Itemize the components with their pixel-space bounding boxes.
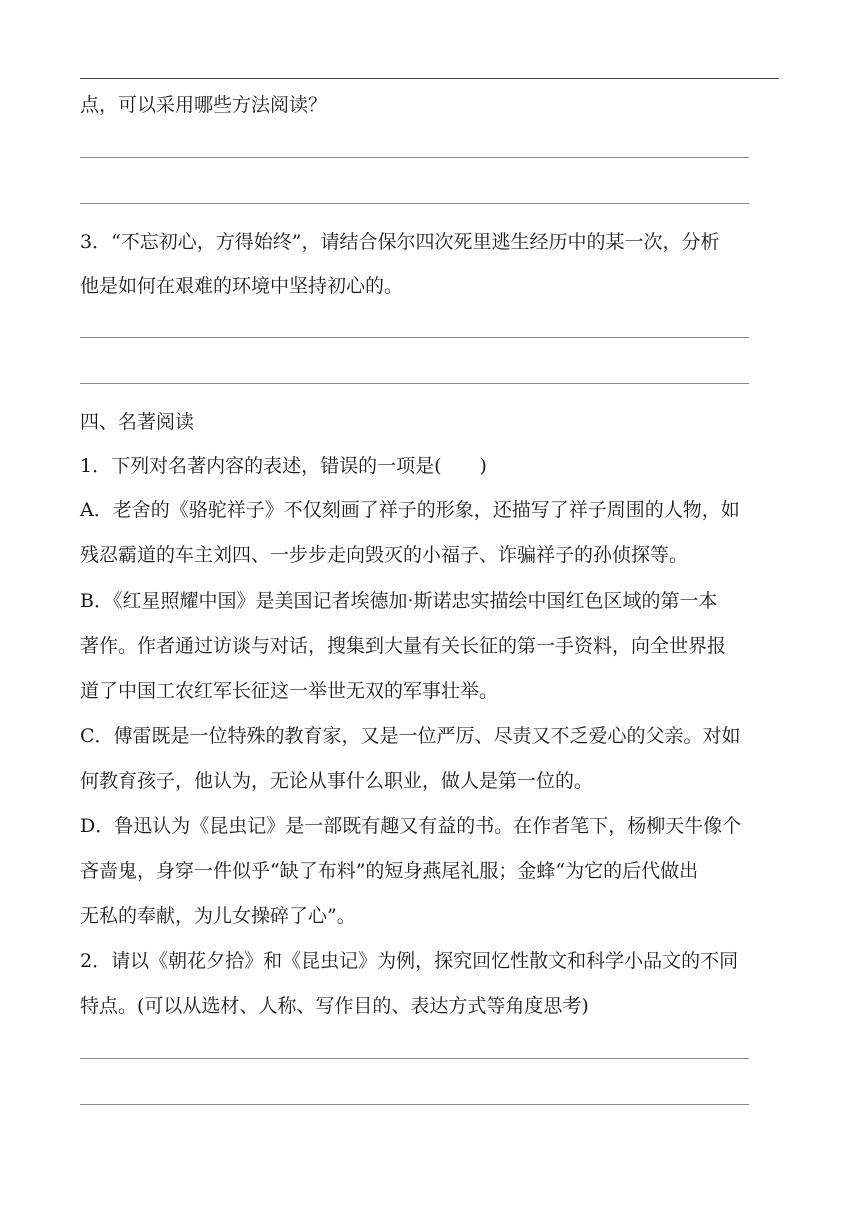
q2-continuation: 点，可以采用哪些方法阅读？ xyxy=(80,94,328,116)
q3-text-line1: 3．“不忘初心，方得始终”，请结合保尔四次死里逃生经历中的某一次，分析 xyxy=(80,231,720,253)
option-d-line1: D．鲁迅认为《昆虫记》是一部既有趣又有益的书。在作者笔下，杨柳天牛像个 xyxy=(80,815,742,837)
answer-line xyxy=(80,157,749,158)
answer-line xyxy=(80,1058,749,1059)
option-a-line2: 残忍霸道的车主刘四、一步步走向毁灭的小福子、诈骗祥子的孙侦探等。 xyxy=(80,544,689,566)
option-c-line1: C．傅雷既是一位特殊的教育家，又是一位严厉、尽责又不乏爱心的父亲。对如 xyxy=(80,725,741,747)
q2-stem-line2: 特点。(可以从选材、人称、写作目的、表达方式等角度思考) xyxy=(80,995,589,1017)
header-rule xyxy=(80,78,779,79)
option-b-line3: 道了中国工农红军长征这一举世无双的军事壮举。 xyxy=(80,680,499,702)
answer-line xyxy=(80,337,749,338)
option-b-line1: B．《红星照耀中国》是美国记者埃德加·斯诺忠实描绘中国红色区域的第一本 xyxy=(80,590,718,612)
option-a-line1: A．老舍的《骆驼祥子》不仅刻画了祥子的形象，还描写了祥子周围的人物，如 xyxy=(80,499,740,521)
q2-stem-line1: 2．请以《朝花夕拾》和《昆虫记》为例，探究回忆性散文和科学小品文的不同 xyxy=(80,950,739,972)
answer-line xyxy=(80,203,749,204)
answer-line xyxy=(80,1104,749,1105)
option-b-line2: 著作。作者通过访谈与对话，搜集到大量有关长征的第一手资料，向全世界报 xyxy=(80,635,727,657)
option-d-line2: 吝啬鬼，身穿一件似乎“缺了布料”的短身燕尾礼服；金蜂“为它的后代做出 xyxy=(80,860,699,882)
q1-stem: 1．下列对名著内容的表述，错误的一项是( ) xyxy=(80,455,487,477)
answer-line xyxy=(80,383,749,384)
section-title: 四、名著阅读 xyxy=(80,411,195,433)
option-d-line3: 无私的奉献，为儿女操碎了心”。 xyxy=(80,905,356,927)
option-c-line2: 何教育孩子，他认为，无论从事什么职业，做人是第一位的。 xyxy=(80,770,594,792)
q3-text-line2: 他是如何在艰难的环境中坚持初心的。 xyxy=(80,275,404,297)
